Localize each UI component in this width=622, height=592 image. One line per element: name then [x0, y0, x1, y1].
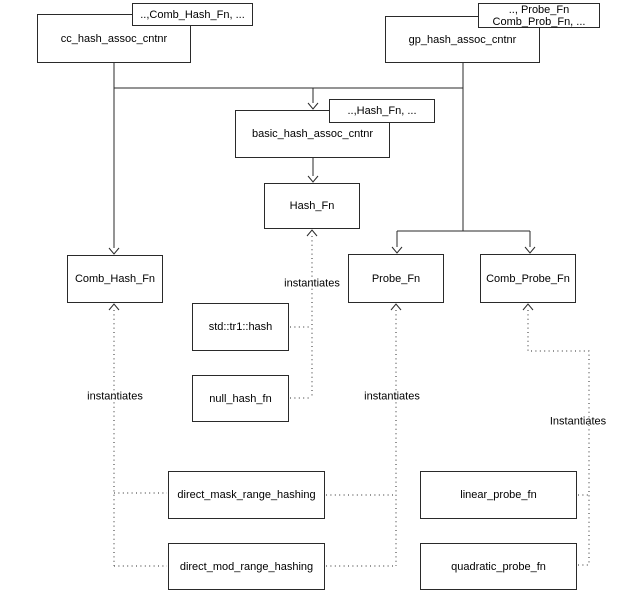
edge-basic-to-hash-fn — [308, 158, 318, 182]
param-box-hash-fn — [329, 99, 435, 123]
node-std-tr1-hash — [192, 303, 289, 351]
node-comb-probe-fn — [480, 254, 576, 303]
node-label: std::tr1::hash — [208, 321, 273, 333]
node-label: Probe_Fn — [371, 272, 421, 285]
node-label: null_hash_fn — [209, 392, 272, 405]
node-label: cc_hash_assoc_cntnr — [60, 32, 168, 45]
node-label: Hash_Fn — [289, 200, 335, 212]
node-direct-mod-range-hashing — [168, 543, 325, 590]
node-null-hash-fn — [192, 375, 289, 422]
arrowhead-down-icon — [308, 103, 318, 109]
node-hash-fn — [264, 183, 360, 229]
node-label: basic_hash_assoc_cntnr — [251, 128, 374, 140]
param-label: ..,Hash_Fn, ... — [347, 105, 417, 117]
edge-label-instantiates-comb-probe-fn: Instantiates — [549, 415, 607, 428]
edge-label-instantiates-comb-hash-fn: instantiates — [87, 390, 143, 403]
param-box-comb-hash-fn — [132, 3, 253, 26]
node-label: Comb_Probe_Fn — [486, 272, 570, 285]
arrowhead-down-icon — [308, 176, 318, 182]
node-label: linear_probe_fn — [460, 489, 537, 501]
param-label-line2: Comb_Prob_Fn, ... — [492, 15, 586, 28]
edge-label-instantiates-hash-fn: instantiates — [284, 277, 340, 290]
edge-instantiates-comb-hash-fn — [109, 304, 167, 566]
edge-instantiates-hash-fn — [290, 230, 317, 398]
node-quadratic-probe-fn — [420, 543, 577, 590]
edge-instantiates-probe-fn — [326, 304, 401, 566]
node-probe-fn — [348, 254, 444, 303]
arrowhead-up-icon — [523, 304, 533, 310]
node-direct-mask-range-hashing — [168, 471, 325, 519]
edge-label-instantiates-probe-fn: instantiates — [364, 390, 420, 403]
node-label: quadratic_probe_fn — [451, 560, 546, 573]
arrowhead-up-icon — [391, 304, 401, 310]
node-label: direct_mask_range_hashing — [177, 489, 316, 501]
arrowhead-up-icon — [109, 304, 119, 310]
edge-cc-to-comb-hash-fn — [109, 63, 119, 254]
arrowhead-down-icon — [109, 248, 119, 254]
node-label: direct_mod_range_hashing — [179, 560, 314, 573]
param-label-line1: .., Probe_Fn — [508, 3, 570, 16]
edge-instantiates-comb-probe-fn — [523, 304, 589, 565]
arrowhead-up-icon — [307, 230, 317, 236]
node-label: Comb_Hash_Fn — [74, 273, 156, 285]
param-box-probe-comb-prob-fn — [478, 3, 600, 28]
arrowhead-down-icon — [525, 247, 535, 253]
edge-gp-to-probe-fns — [392, 63, 535, 253]
node-label: gp_hash_assoc_cntnr — [408, 33, 517, 46]
arrowhead-down-icon — [392, 247, 402, 253]
node-comb-hash-fn — [67, 255, 163, 303]
param-label: ..,Comb_Hash_Fn, ... — [140, 8, 245, 21]
node-linear-probe-fn — [420, 471, 577, 519]
